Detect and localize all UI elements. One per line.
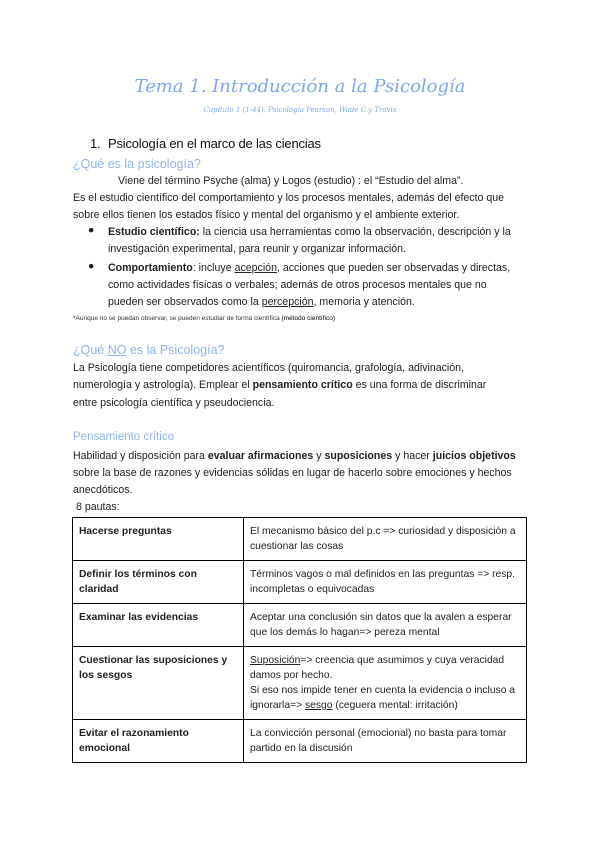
table-cell-left: Evitar el razonamiento emocional bbox=[73, 720, 244, 763]
table-row bbox=[73, 561, 527, 604]
section-title: Psicología en el marco de las ciencias bbox=[108, 136, 321, 151]
note-text: Aunque no se puedan observar, se pueden estudiar de forma científica bbox=[75, 315, 280, 322]
critical-bold: evaluar afirmaciones bbox=[207, 450, 314, 462]
footnote bbox=[73, 315, 335, 322]
table-cell-left: Definir los términos con claridad bbox=[73, 561, 244, 604]
table-row bbox=[73, 518, 527, 561]
table-cell-right bbox=[244, 647, 527, 720]
bullet-text: : incluye bbox=[192, 262, 235, 274]
table-cell-left: Cuestionar las suposiciones y los sesgos bbox=[73, 647, 244, 720]
critical-text: Habilidad y disposición para bbox=[73, 450, 208, 462]
doc-subtitle: Capítulo 1 (1-44). Psicología Pearson, Wade C y Travis bbox=[203, 106, 397, 114]
definition-line-2: sobre ellos tienen los estados físico y mental del organismo y el ambiente exterior. bbox=[73, 209, 460, 221]
cell-text: Si eso nos impide tener en cuenta la evidencia o incluso a ignorarla=> bbox=[250, 685, 516, 711]
bullet-item-scientific bbox=[108, 224, 548, 258]
table-cell-right: El mecanismo básico del p.c => curiosidad y disposición a cuestionar las cosas bbox=[244, 518, 527, 561]
underlined-term: Suposición bbox=[250, 655, 301, 666]
q2-line-3: entre psicología científica y pseudociencia. bbox=[73, 397, 275, 409]
critical-text: y bbox=[313, 450, 325, 462]
doc-title: Tema 1. Introducción a la Psicología bbox=[134, 76, 466, 97]
q2-line-1: La Psicología tiene competidores acientíficos (quiromancia, grafología, adivinación, bbox=[73, 362, 465, 374]
q2-bold: pensamiento crítico bbox=[252, 379, 353, 391]
table-row bbox=[73, 604, 527, 647]
bullet-item-behavior bbox=[108, 260, 548, 311]
critical-line-2: sobre la base de razones y evidencias sólidas en lugar de hacerlo sobre emociones y hechos bbox=[73, 467, 512, 479]
note-bold: (método científico) bbox=[281, 315, 335, 322]
table-cell-left: Examinar las evidencias bbox=[73, 604, 244, 647]
critical-bold: juicios objetivos bbox=[432, 450, 516, 462]
table-cell-left: Hacerse preguntas bbox=[73, 518, 244, 561]
underlined-term: percepción bbox=[261, 296, 314, 308]
bullet-text: , memoria y atención. bbox=[313, 296, 415, 308]
definition-line-1: Es el estudio científico del comportamiento y los procesos mentales, además del efecto que bbox=[73, 192, 505, 204]
table-cell-right: Aceptar una conclusión sin datos que la avalen a esperar que los demás lo hagan=> pereza mental bbox=[244, 604, 527, 647]
cell-text: => creencia que asumimos y cuya veracidad damos por hecho. bbox=[250, 655, 505, 681]
q2-heading-part: es la Psicología? bbox=[126, 343, 225, 357]
q2-text: es una forma de discriminar bbox=[352, 379, 487, 391]
etymology-text: Viene del término Psyche (alma) y Logos (estudio) : el “Estudio del alma”. bbox=[118, 175, 464, 187]
critical-line-3: anecdóticos. bbox=[73, 484, 133, 496]
bullet-text: , acciones que pueden ser observadas y directas, bbox=[276, 262, 511, 274]
section-heading bbox=[90, 136, 321, 151]
underlined-term: acepción bbox=[234, 262, 277, 274]
critical-text: y hacer bbox=[392, 450, 433, 462]
q2-text: numerología y astrología). Emplear el bbox=[73, 379, 253, 391]
critical-heading: Pensamiento crítico bbox=[73, 431, 174, 443]
cell-text: (ceguera mental: irritación) bbox=[332, 700, 458, 711]
pautas-table bbox=[72, 517, 527, 763]
bullet-text: como actividades físicas o verbales; además de otros procesos mentales que no bbox=[108, 279, 487, 291]
table-row bbox=[73, 720, 527, 763]
table-cell-right: Términos vagos o mal definidos en las preguntas => resp. incompletas o equivocadas bbox=[244, 561, 527, 604]
bullet-dot: ● bbox=[88, 260, 95, 272]
section-number: 1. bbox=[90, 136, 101, 151]
critical-bold: suposiciones bbox=[324, 450, 393, 462]
table-row bbox=[73, 647, 527, 720]
q2-heading-no: NO bbox=[107, 343, 127, 357]
q2-heading-part: ¿Qué bbox=[73, 343, 108, 357]
q1-heading: ¿Qué es la psicología? bbox=[73, 157, 201, 171]
note-star: * bbox=[73, 315, 76, 322]
pautas-label: 8 pautas: bbox=[76, 501, 120, 513]
critical-line-1 bbox=[73, 448, 543, 465]
q2-line-2 bbox=[73, 377, 543, 394]
underlined-term: sesgo bbox=[304, 700, 333, 711]
bullet-text: investigación experimental, para reunir y organizar información. bbox=[108, 243, 406, 255]
bullet-dot: ● bbox=[88, 224, 95, 236]
bullet-text: pueden ser observados como la bbox=[108, 296, 262, 308]
bullet-text: la ciencia usa herramientas como la observación, descripción y la bbox=[199, 226, 511, 238]
q2-heading bbox=[73, 343, 224, 357]
table-cell-right: La convicción personal (emocional) no basta para tomar partido en la discusión bbox=[244, 720, 527, 763]
bullet-term: Estudio científico: bbox=[108, 226, 200, 238]
bullet-term: Comportamiento bbox=[108, 262, 193, 274]
